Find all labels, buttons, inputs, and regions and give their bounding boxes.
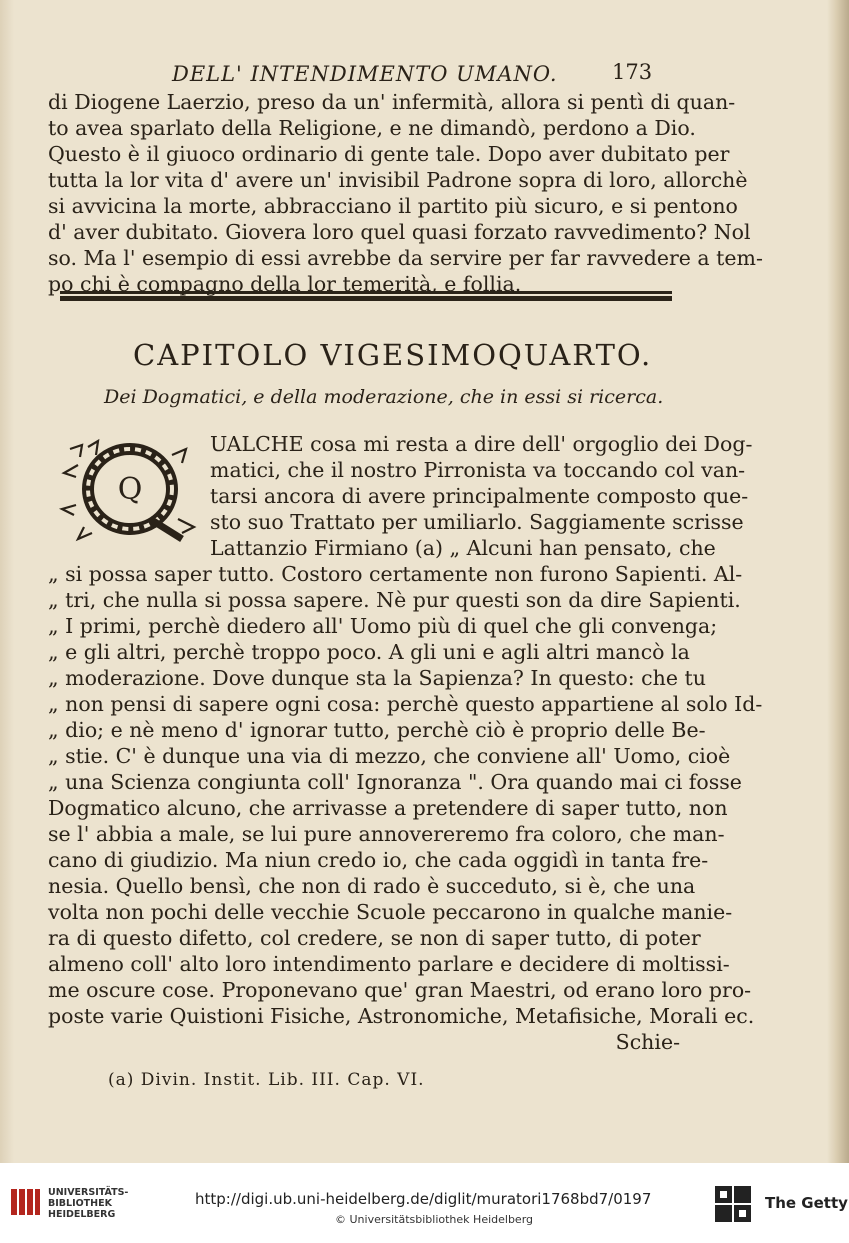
text-line: matici, che il nostro Pirronista va toccando col van- bbox=[210, 458, 746, 482]
text-line: cano di giudizio. Ma niun credo io, che cada oggidì in tanta fre- bbox=[48, 848, 709, 872]
text-line: Questo è il giuoco ordinario di gente tale. Dopo aver dubitato per bbox=[48, 142, 730, 166]
text-line: so. Ma l' esempio di essi avrebbe da servire per far ravvedere a tem- bbox=[48, 246, 763, 270]
text-line: „ dio; e nè meno d' ignorar tutto, perchè ciò è proprio delle Be- bbox=[48, 718, 706, 742]
text-line: tutta la lor vita d' avere un' invisibil Padrone sopra di loro, allorchè bbox=[48, 168, 748, 192]
page-number: 173 bbox=[612, 60, 653, 84]
text-line: poste varie Quistioni Fisiche, Astronomiche, Metafisiche, Morali ec. bbox=[48, 1004, 755, 1028]
getty-name: The Getty bbox=[765, 1194, 848, 1212]
getty-logo-icon[interactable] bbox=[713, 1184, 753, 1224]
university-library-logo-icon[interactable] bbox=[8, 1185, 42, 1219]
footnote: (a) Divin. Instit. Lib. III. Cap. VI. bbox=[108, 1070, 425, 1090]
book-spine-shadow bbox=[827, 0, 849, 1163]
catchword: Schie- bbox=[615, 1030, 680, 1054]
text-line: ra di questo difetto, col credere, se non di saper tutto, di poter bbox=[48, 926, 701, 950]
text-line: „ moderazione. Dove dunque sta la Sapienza? In questo: che tu bbox=[48, 666, 706, 690]
chapter-subtitle: Dei Dogmatici, e della moderazione, che in essi si ricerca. bbox=[104, 386, 664, 408]
text-line: „ non pensi di sapere ogni cosa: perchè questo appartiene al solo Id- bbox=[48, 692, 763, 716]
permalink-url[interactable]: http://digi.ub.uni-heidelberg.de/diglit/muratori1768bd7/0197 bbox=[195, 1190, 652, 1208]
ornamental-initial-q bbox=[58, 435, 206, 543]
text-line: po chi è compagno della lor temerità, e follia. bbox=[48, 272, 522, 296]
text-line: si avvicina la morte, abbracciano il partito più sicuro, e si pentono bbox=[48, 194, 738, 218]
text-line: tarsi ancora di avere principalmente composto que- bbox=[210, 484, 749, 508]
text-line: „ tri, che nulla si possa sapere. Nè pur questi son da dire Sapienti. bbox=[48, 588, 741, 612]
viewer-footer bbox=[0, 1163, 849, 1243]
text-line: se l' abbia a male, se lui pure annovereremo fra coloro, che man- bbox=[48, 822, 725, 846]
university-library-name: UNIVERSITÄTS- BIBLIOTHEK HEIDELBERG bbox=[48, 1187, 129, 1220]
running-head: DELL' INTENDIMENTO UMANO. bbox=[172, 62, 558, 86]
text-line: d' aver dubitato. Giovera loro quel quasi forzato ravvedimento? Nol bbox=[48, 220, 751, 244]
svg-text:Q: Q bbox=[117, 472, 143, 507]
text-line: me oscure cose. Proponevano que' gran Maestri, od erano loro pro- bbox=[48, 978, 752, 1002]
copyright-notice: © Universitätsbibliothek Heidelberg bbox=[335, 1213, 534, 1226]
text-line: „ si possa saper tutto. Costoro certamente non furono Sapienti. Al- bbox=[48, 562, 743, 586]
text-line: nesia. Quello bensì, che non di rado è succeduto, si è, che una bbox=[48, 874, 696, 898]
text-line: volta non pochi delle vecchie Scuole peccarono in qualche manie- bbox=[48, 900, 733, 924]
text-line: di Diogene Laerzio, preso da un' infermità, allora si pentì di quan- bbox=[48, 90, 736, 114]
text-line: „ I primi, perchè diedero all' Uomo più di quel che gli convenga; bbox=[48, 614, 718, 638]
text-line: „ e gli altri, perchè troppo poco. A gli uni e agli altri mancò la bbox=[48, 640, 690, 664]
text-line: „ stie. C' è dunque una via di mezzo, che conviene all' Uomo, cioè bbox=[48, 744, 731, 768]
text-line: sto suo Trattato per umiliarlo. Saggiamente scrisse bbox=[210, 510, 744, 534]
page-left-edge bbox=[0, 0, 14, 1163]
chapter-title: CAPITOLO VIGESIMOQUARTO. bbox=[133, 338, 653, 372]
section-rule bbox=[60, 291, 672, 301]
text-line: Dogmatico alcuno, che arrivasse a pretendere di saper tutto, non bbox=[48, 796, 728, 820]
text-line: „ una Scienza congiunta coll' Ignoranza ". Ora quando mai ci fosse bbox=[48, 770, 742, 794]
text-line: UALCHE cosa mi resta a dire dell' orgoglio dei Dog- bbox=[210, 432, 753, 456]
text-line: Lattanzio Firmiano (a) „ Alcuni han pensato, che bbox=[210, 536, 716, 560]
text-line: to avea sparlato della Religione, e ne dimandò, perdono a Dio. bbox=[48, 116, 696, 140]
text-line: almeno coll' alto loro intendimento parlare e decidere di moltissi- bbox=[48, 952, 730, 976]
